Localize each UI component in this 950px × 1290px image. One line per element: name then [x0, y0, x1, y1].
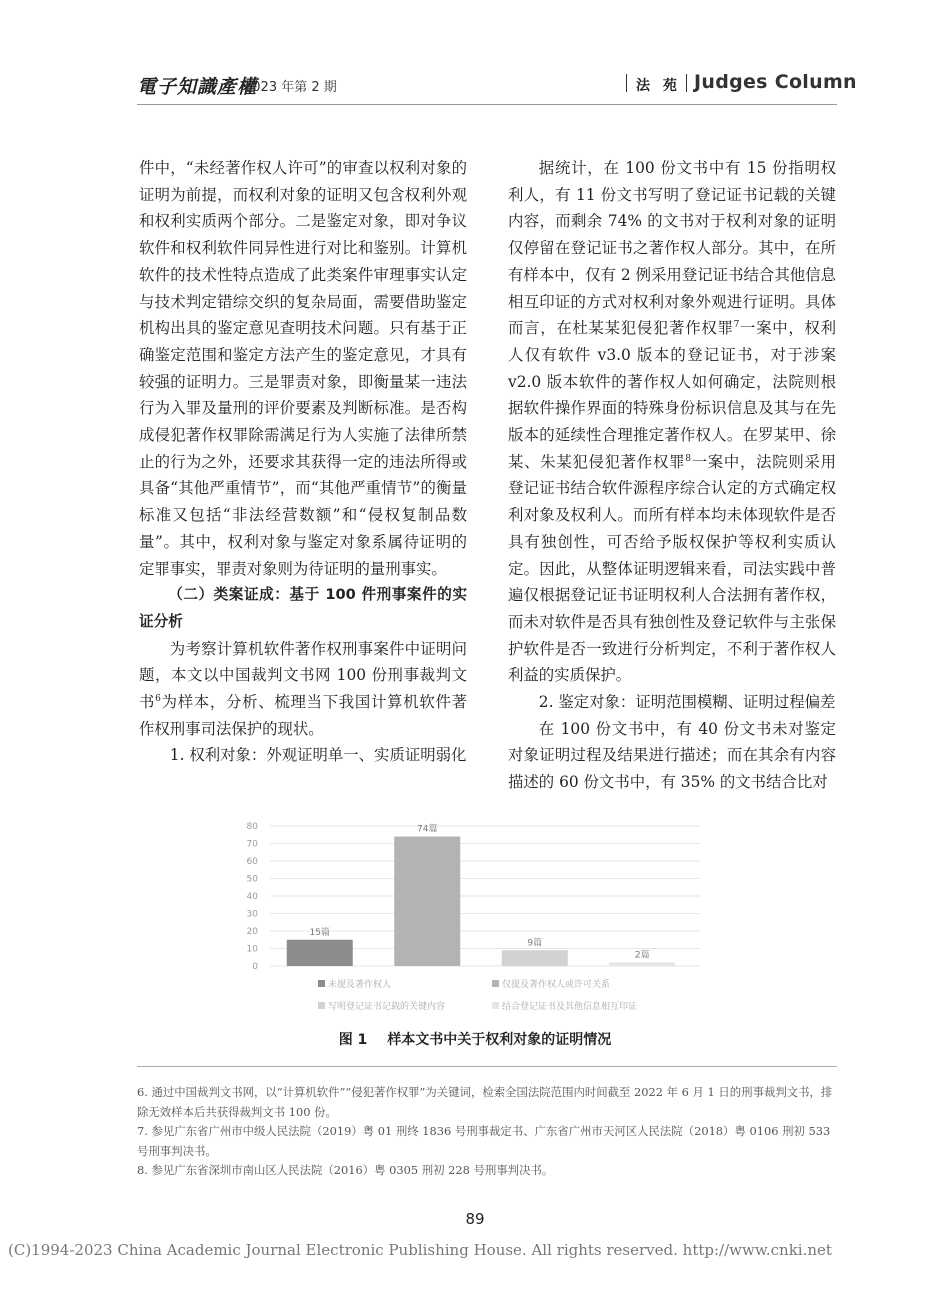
bar [609, 963, 675, 967]
y-tick-label: 0 [252, 962, 258, 972]
y-tick-label: 30 [246, 909, 258, 920]
paragraph-text: 一案中，法院则采用登记证书结合软件源程序综合认定的方式确定权利对象及权利人。而所有样本均未体现软件是否具有独创性，可否给予版权保护等权利实质认定。因此，从整体证明逻辑来看，司法实践中普遍仅根据登记证书证明权利人合法拥有著作权，而未对软件是否具有独创性及登记软件与主张保护软件是否一致进行分析判定，不利于著作权人利益的实质保护。 [508, 452, 836, 685]
legend-label: 未提及著作权人 [328, 980, 392, 990]
legend-swatch [492, 980, 499, 987]
figure-caption [0, 1029, 950, 1049]
y-tick-label: 10 [246, 944, 258, 955]
footnote-ref-8: 8 [685, 453, 691, 464]
bar-chart [240, 812, 710, 1022]
copyright-notice: (C)1994-2023 China Academic Journal Electronic Publishing House. All rights reserved. http://www.cnki.net [8, 1241, 832, 1259]
footnote-7: 7. 参见广东省广州市中级人民法院（2019）粤 01 刑终 1836 号刑事裁定书、广东省广州市天河区人民法院（2018）粤 0106 刑初 533 号刑事判决书。 [137, 1124, 831, 1158]
footnotes [137, 1083, 837, 1181]
y-tick-label: 60 [246, 857, 258, 867]
footnote-8: 8. 参见广东省深圳市南山区人民法院（2016）粤 0305 刑初 228 号刑事判决书。 [137, 1163, 554, 1177]
figure-title: 样本文书中关于权利对象的证明情况 [387, 1032, 612, 1048]
legend-swatch [318, 980, 325, 987]
subsection-heading: 1. 权利对象：外观证明单一、实质证明弱化 [169, 746, 467, 765]
data-label: 2篇 [634, 950, 650, 961]
bar-chart-svg [240, 812, 710, 1022]
paragraph [139, 636, 467, 743]
data-label: 15篇 [309, 927, 330, 938]
footnote-rule [137, 1066, 837, 1067]
legend-swatch [318, 1002, 325, 1009]
paragraph: 在 100 份文书中，有 40 份文书未对鉴定对象证明过程及结果进行描述；而在其余有内容描述的 60 份文书中，有 35% 的文书结合比对 [508, 719, 836, 792]
bar [502, 950, 568, 966]
header-separator [626, 74, 627, 92]
journal-logo: 電子知識產權 [137, 76, 258, 98]
y-tick-label: 70 [246, 839, 258, 850]
legend-label: 写明登记证书记载的关键内容 [328, 1002, 446, 1012]
paragraph-text: 一案中，权利人仅有软件 v3.0 版本的登记证书，对于涉案 v2.0 版本软件的著作权人如何确定，法院则根据软件操作界面的特殊身份标识信息及其与在先版本的延续性合理推定著作权人。在罗某甲、徐某、朱某犯侵犯著作权罪 [508, 319, 836, 471]
issue-label: 2023 年第 2 期 [244, 80, 337, 95]
footnote-ref-6: 6 [155, 693, 161, 704]
data-label: 9篇 [527, 938, 543, 949]
column-name-en: Judges Column [694, 71, 857, 93]
y-tick-label: 20 [246, 927, 258, 937]
figure-number: 图 1 [338, 1032, 368, 1048]
section-heading: （二）类案证成：基于 100 件刑事案件的实证分析 [139, 586, 467, 630]
data-label: 74篇 [417, 824, 438, 835]
header-separator [686, 74, 687, 92]
header-rule [137, 104, 837, 105]
legend-swatch [492, 1002, 499, 1009]
page-number: 89 [465, 1210, 485, 1228]
paragraph-text: 为样本，分析、梳理当下我国计算机软件著作权刑事司法保护的现状。 [139, 693, 467, 738]
left-column [139, 155, 467, 769]
bar [287, 940, 353, 966]
footnote-6: 6. 通过中国裁判文书网，以“计算机软件”“侵犯著作权罪”为关键词，检索全国法院范围内时间截至 2022 年 6 月 1 日的刑事裁判文书，排除无效样本后共获得裁判文书 100 份。 [137, 1085, 833, 1119]
bar [394, 837, 460, 967]
y-tick-label: 80 [246, 822, 258, 832]
footnote-ref-7: 7 [733, 320, 740, 331]
y-tick-label: 40 [246, 892, 258, 902]
paragraph [508, 155, 836, 689]
legend-label: 仅提及著作权人或许可关系 [502, 980, 611, 990]
y-tick-label: 50 [246, 874, 258, 885]
right-column [508, 155, 836, 796]
legend-label: 结合登记证书及其他信息相互印证 [502, 1002, 638, 1012]
paragraph-text: 据统计，在 100 份文书中有 15 份指明权利人，有 11 份文书写明了登记证书记载的关键内容，而剩余 74% 的文书对于权利对象的证明仅停留在登记证书之著作权人部分。其中，在所有样本中，仅有 2 例采用登记证书结合其他信息相互印证的方式对权利对象外观进行证明。具体而言，在杜某某犯侵犯著作权罪 [508, 159, 836, 338]
paragraph-text: 为考察计算机软件著作权刑事案件中证明问题，本文以中国裁判文书网 100 份刑事裁判文书 [139, 639, 467, 712]
paragraph: 件中，“未经著作权人许可”的审查以权利对象的证明为前提，而权利对象的证明又包含权利外观和权利实质两个部分。二是鉴定对象，即对争议软件和权利软件同异性进行对比和鉴别。计算机软件的技术性特点造成了此类案件审理事实认定与技术判定错综交织的复杂局面，需要借助鉴定机构出具的鉴定意见查明技术问题。只有基于正确鉴定范围和鉴定方法产生的鉴定意见，才具有较强的证明力。三是罪责对象，即衡量某一违法行为入罪及量刑的评价要素及判断标准。是否构成侵犯著作权罪除需满足行为人实施了法律所禁止的行为之外，还要求其获得一定的违法所得或具备“其他严重情节”，而“其他严重情节”的衡量标准又包括“非法经营数额”和“侵权复制品数量”。其中，权利对象与鉴定对象系属待证明的定罪事实，罪责对象则为待证明的量刑事实。 [139, 159, 467, 578]
column-name-cn: 法 苑 [636, 78, 681, 94]
subsection-heading: 2. 鉴定对象：证明范围模糊、证明过程偏差 [538, 693, 836, 712]
